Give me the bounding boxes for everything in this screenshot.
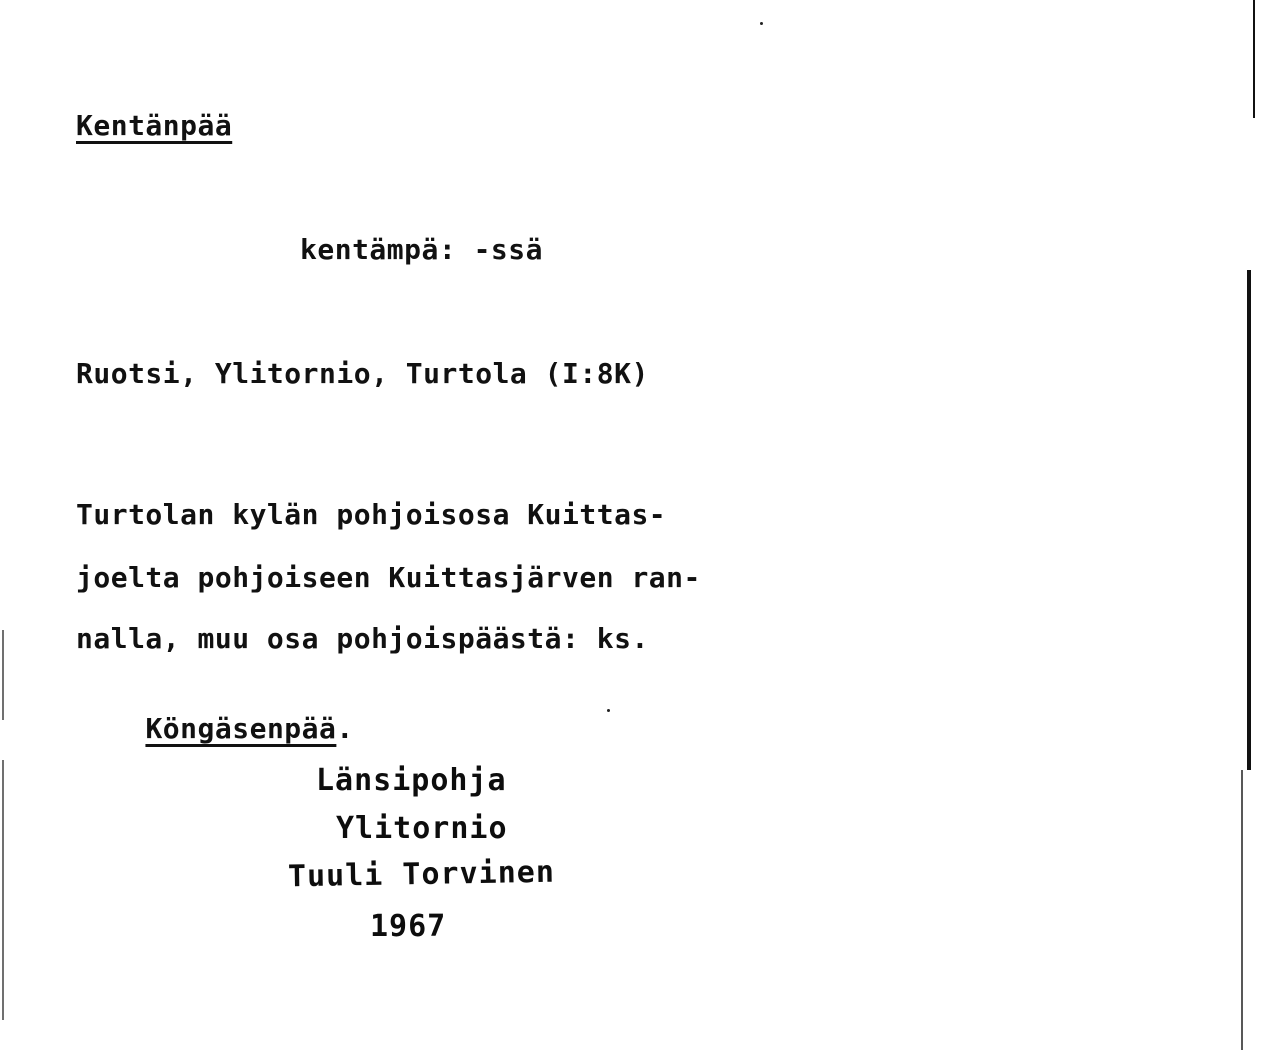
stamp-year: 1967 [370, 909, 447, 944]
stamp-municipality: Ylitornio [336, 811, 508, 846]
pronunciation: kentämpä: -ssä [300, 233, 544, 266]
headword: Kentänpää [76, 109, 233, 142]
speck [607, 709, 610, 712]
stamp-region: Länsipohja [316, 763, 507, 798]
left-edge-line [2, 630, 4, 720]
right-edge-line-main [1247, 270, 1251, 770]
right-edge-line-top [1253, 0, 1255, 118]
speck [760, 22, 763, 25]
left-edge-line-lower [2, 760, 4, 1020]
description-line-2: joelta pohjoiseen Kuittasjärven ran- [76, 561, 701, 594]
crossref-link: Köngäsenpää [145, 712, 337, 745]
stamp-collector: Tuuli Torvinen [287, 854, 556, 895]
right-edge-line-bottom [1241, 770, 1243, 1050]
crossref-line [76, 687, 354, 771]
location-line: Ruotsi, Ylitornio, Turtola (I:8K) [76, 357, 649, 390]
description-line-1: Turtolan kylän pohjoisosa Kuittas- [76, 498, 667, 531]
crossref-punct: . [336, 712, 354, 745]
description-line-3: nalla, muu osa pohjoispäästä: ks. [76, 622, 649, 655]
